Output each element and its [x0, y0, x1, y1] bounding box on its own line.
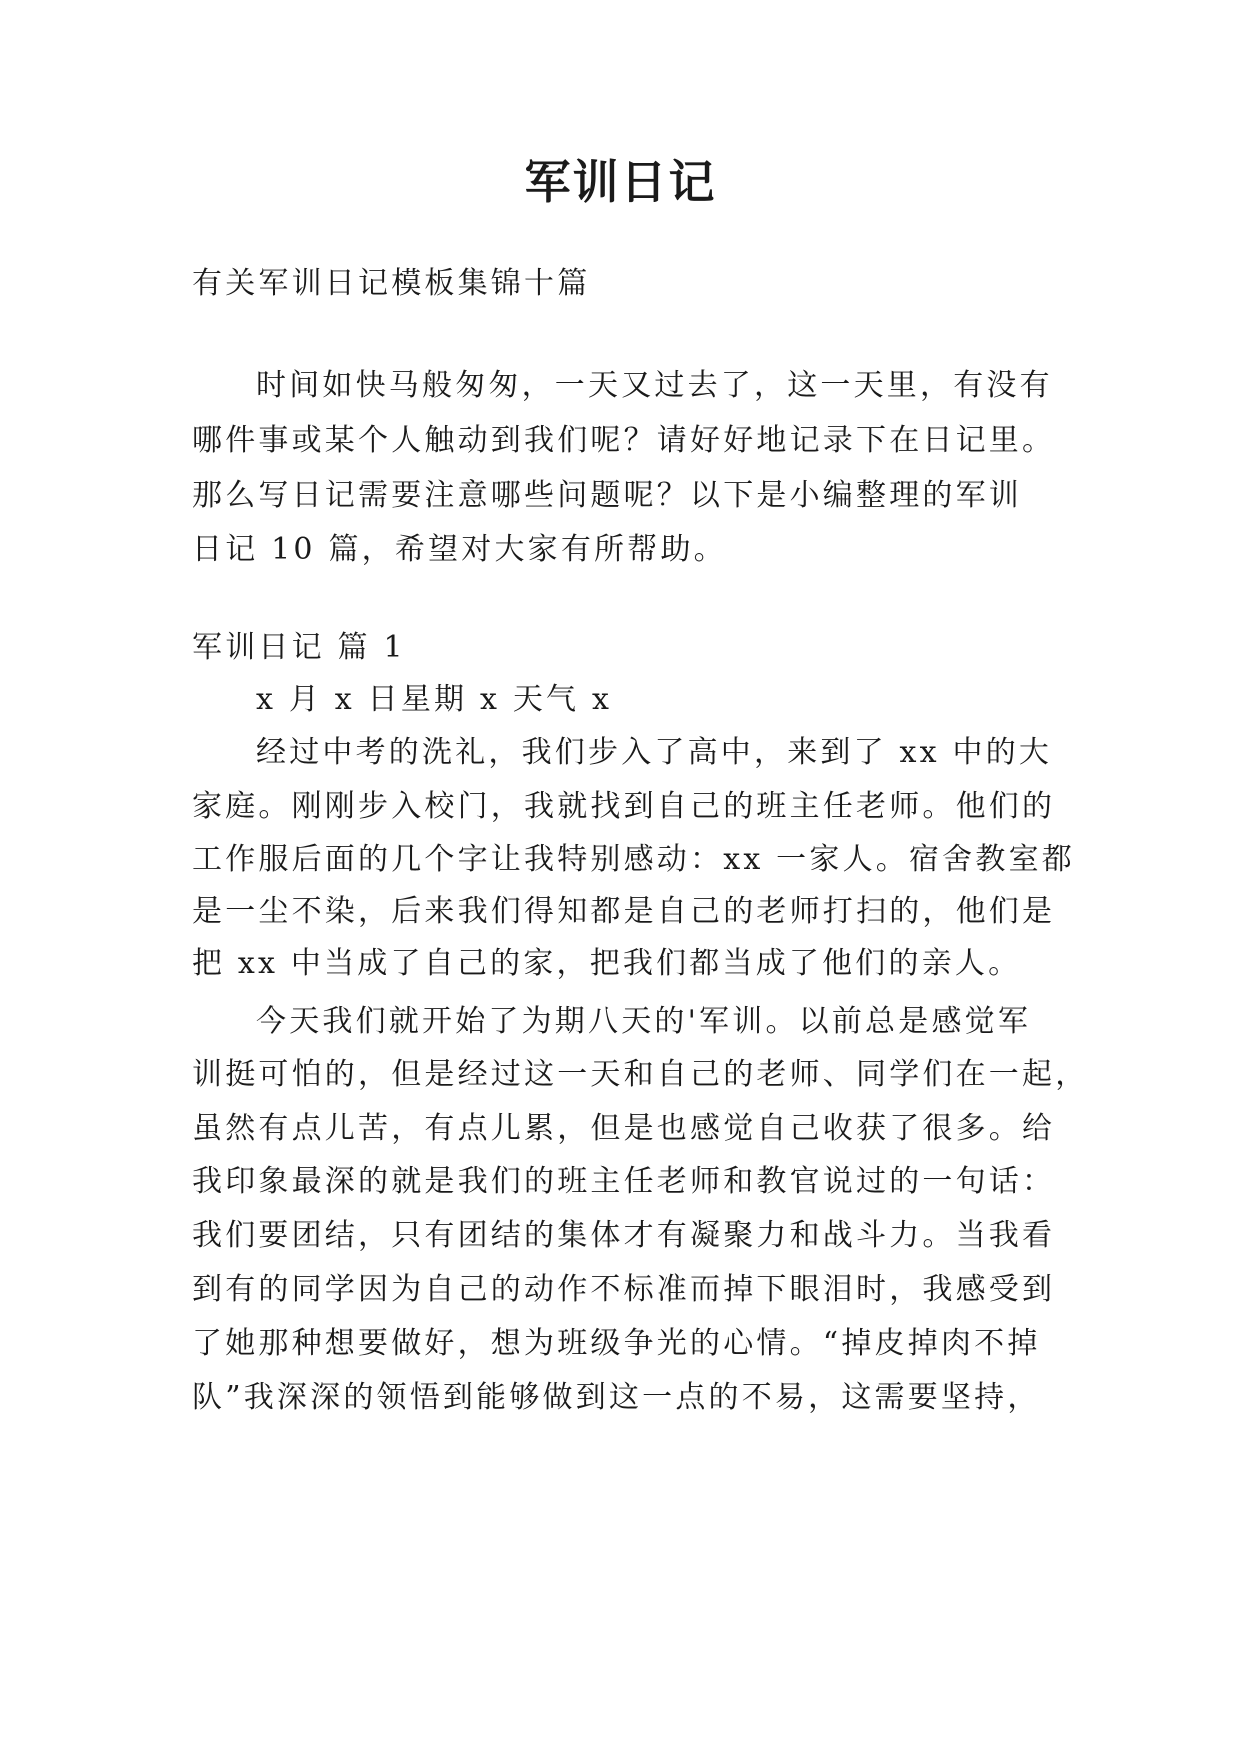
paragraph-line: 我印象最深的就是我们的班主任老师和教官说过的一句话： — [192, 1164, 1056, 1199]
intro-line: 时间如快马般匆匆，一天又过去了，这一天里，有没有 — [256, 368, 1053, 403]
intro-line: 哪件事或某个人触动到我们呢？请好好地记录下在日记里。 — [192, 423, 1056, 458]
paragraph-line: 队”我深深的领悟到能够做到这一点的不易，这需要坚持， — [192, 1380, 1041, 1415]
document-subtitle: 有关军训日记模板集锦十篇 — [192, 266, 591, 301]
paragraph-line: 家庭。刚刚步入校门，我就找到自己的班主任老师。他们的 — [192, 789, 1056, 824]
document-title: 军训日记 — [524, 155, 717, 209]
paragraph-line: 到有的同学因为自己的动作不标准而掉下眼泪时，我感受到 — [192, 1272, 1056, 1307]
date-line: x 月 x 日星期 x 天气 x — [256, 682, 613, 717]
paragraph-line: 是一尘不染，后来我们得知都是自己的老师打扫的，他们是 — [192, 894, 1056, 929]
intro-line: 那么写日记需要注意哪些问题呢？以下是小编整理的军训 — [192, 478, 1022, 513]
paragraph-line: 了她那种想要做好，想为班级争光的心情。“掉皮掉肉不掉 — [192, 1326, 1041, 1361]
paragraph-line: 经过中考的洗礼，我们步入了高中，来到了 xx 中的大 — [256, 735, 1053, 770]
paragraph-line: 训挺可怕的，但是经过这一天和自己的老师、同学们在一起， — [192, 1057, 1089, 1092]
intro-line: 日记 10 篇，希望对大家有所帮助。 — [192, 532, 727, 567]
paragraph-line: 我们要团结，只有团结的集体才有凝聚力和战斗力。当我看 — [192, 1218, 1056, 1253]
section-heading: 军训日记 篇 1 — [192, 630, 406, 665]
paragraph-line: 把 xx 中当成了自己的家，把我们都当成了他们的亲人。 — [192, 946, 1022, 981]
paragraph-line: 今天我们就开始了为期八天的'军训。以前总是感觉军 — [256, 1004, 1032, 1039]
paragraph-line: 虽然有点儿苦，有点儿累，但是也感觉自己收获了很多。给 — [192, 1111, 1056, 1146]
paragraph-line: 工作服后面的几个字让我特别感动：xx 一家人。宿舍教室都 — [192, 842, 1075, 877]
